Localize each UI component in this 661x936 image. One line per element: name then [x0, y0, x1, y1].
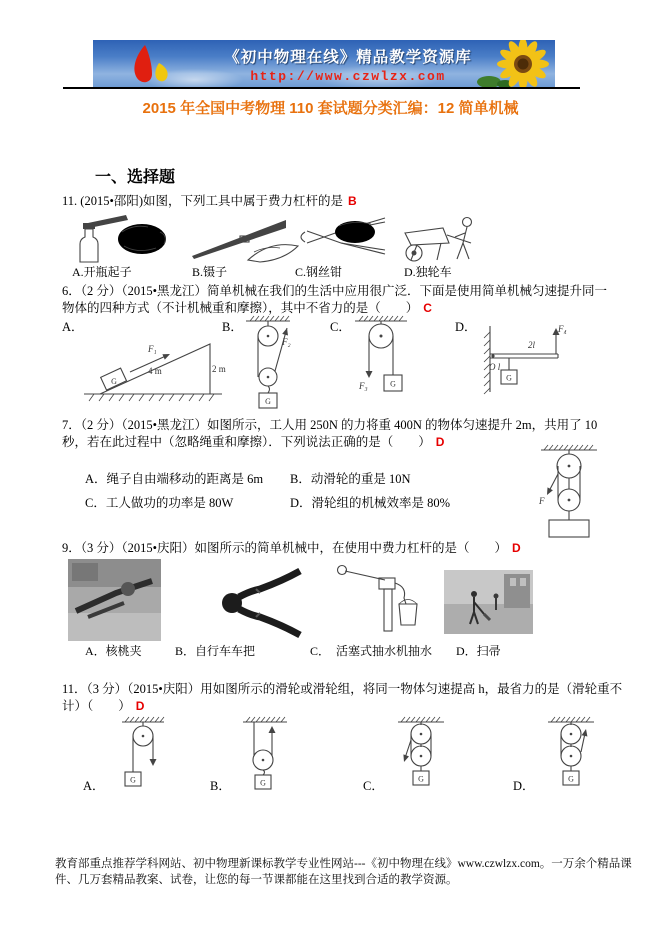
q11b-label-a: A． [83, 779, 105, 793]
force-f2-label: F₂ [282, 337, 291, 347]
weight-label: G [265, 397, 271, 406]
question-7-stem: 7．（2 分）（2015•黑龙江）如图所示，工人用 250N 的力将重 400N 的物体匀速提升 2m，共用了 10 秒，若在此过程中（忽略绳重和摩擦）．下列说法正确的是（ ） [62, 418, 598, 449]
force-f3-label: F₃ [359, 381, 368, 391]
bicycle-handlebar-photo [216, 565, 308, 641]
weight-label: G [568, 774, 574, 784]
lever-d-diagram [476, 320, 568, 398]
weight-label: G [111, 377, 117, 386]
diagram-label-b: B． [222, 320, 243, 334]
site-logo-icon [123, 43, 179, 85]
force-f-label: F [539, 496, 545, 506]
option-label-b: B.镊子 [192, 265, 228, 279]
q7-option-d: D．滑轮组的机械效率是 80% [290, 496, 451, 510]
q11b-label-d: D． [513, 779, 535, 793]
question-6 [62, 283, 619, 316]
question-9 [62, 540, 619, 557]
street-sweeping-photo [444, 570, 533, 634]
sunflower-icon [475, 40, 553, 87]
piston-pump-figure [333, 558, 425, 642]
question-11a-stem: 11. (2015•邵阳)如图，下列工具中属于费力杠杆的是 [62, 194, 343, 208]
q7-option-b: B．动滑轮的重是 10N [290, 472, 411, 486]
movable-pulley-b-diagram [237, 716, 299, 802]
weight-label: G [506, 373, 512, 383]
tweezers-figure [182, 212, 304, 264]
banner-site-url[interactable]: http://www.czwlzx.com [250, 69, 446, 84]
wheelbarrow-figure [397, 212, 485, 264]
weight-label: G [260, 778, 266, 788]
banner-text-block [193, 45, 503, 84]
wire-cutters-figure [293, 212, 395, 264]
q9-option-c: C． 活塞式抽水机抽水 [310, 644, 433, 658]
weight-label: G [418, 774, 424, 784]
header-divider [63, 87, 580, 89]
pivot-label: O l [489, 362, 501, 372]
question-11b [62, 681, 625, 714]
nutcracker-photo [68, 559, 161, 641]
force-f1-label: F₁ [148, 344, 157, 354]
q7-option-c: C．工人做功的功率是 80W [85, 496, 234, 510]
q7-option-a: A．绳子自由端移动的距离是 6m [85, 472, 264, 486]
question-11b-stem: 11．（3 分）（2015•庆阳）用如图所示的滑轮或滑轮组，将同一物体匀速提高 h，最省力的是（滑轮重不计）（ ） [62, 682, 623, 713]
option-label-a: A.开瓶起子 [72, 265, 132, 279]
section-title: 一、选择题 [95, 169, 176, 186]
diagram-label-d: D． [455, 320, 477, 334]
question-11b-answer: D [135, 698, 145, 713]
inclined-plane-diagram [82, 322, 227, 404]
pulley-group-d-diagram [540, 716, 602, 802]
banner-site-title: 《初中物理在线》精品教学资源库 [224, 49, 472, 66]
question-6-answer: C [423, 300, 432, 315]
question-7-answer: D [435, 434, 445, 449]
question-11a-answer: B [348, 194, 357, 208]
q11b-label-b: B． [210, 779, 231, 793]
question-6-stem: 6．（2 分）（2015•黑龙江）简单机械在我们的生活中应用很广泛．下面是使用简单机械匀速提升同一物体的四种方式（不计机械重和摩擦），其中不省力的是（ ） [62, 284, 608, 315]
q9-option-a: A．核桃夹 [85, 644, 142, 658]
incline-length-label: 4 m [148, 366, 162, 376]
question-9-answer: D [512, 541, 521, 555]
fixed-pulley-a-diagram [112, 716, 174, 802]
q9-option-d: D．扫帚 [456, 644, 501, 658]
fixed-pulley-c-diagram [350, 315, 412, 411]
incline-height-label: 2 m [212, 364, 226, 374]
q11b-label-c: C． [363, 779, 384, 793]
weight-label: G [130, 775, 136, 785]
force-f4-label: F₄ [558, 324, 567, 334]
page-title: 2015 年全国中考物理 110 套试题分类汇编：12 简单机械 [142, 100, 519, 117]
option-label-c: C.钢丝钳 [295, 265, 343, 279]
site-banner [93, 40, 555, 87]
q9-option-b: B．自行车车把 [175, 644, 256, 658]
bottle-opener-figure [64, 212, 176, 264]
option-label-d: D.独轮车 [404, 265, 452, 279]
diagram-label-c: C． [330, 320, 351, 334]
question-11a [62, 193, 632, 210]
diagram-label-a: A． [62, 320, 84, 334]
pulley-system-b-diagram [238, 315, 300, 415]
question-9-stem: 9．（3 分）（2015•庆阳）如图所示的简单机械中，在使用中费力杠杆的是（ ） [62, 541, 508, 555]
footer-text: 教育部重点推荐学科网站、初中物理新课标教学专业性网站---《初中物理在线》www.czwlzx.com。一万余个精品课件、几万套精品教案、试卷，让您的每一节课都能在这里找到合适的教学资源。 [55, 858, 632, 886]
weight-label: G [390, 379, 396, 389]
lever-length-label: 2l [528, 340, 536, 350]
pulley-block-diagram [527, 444, 613, 542]
pulley-group-c-diagram [390, 716, 452, 802]
